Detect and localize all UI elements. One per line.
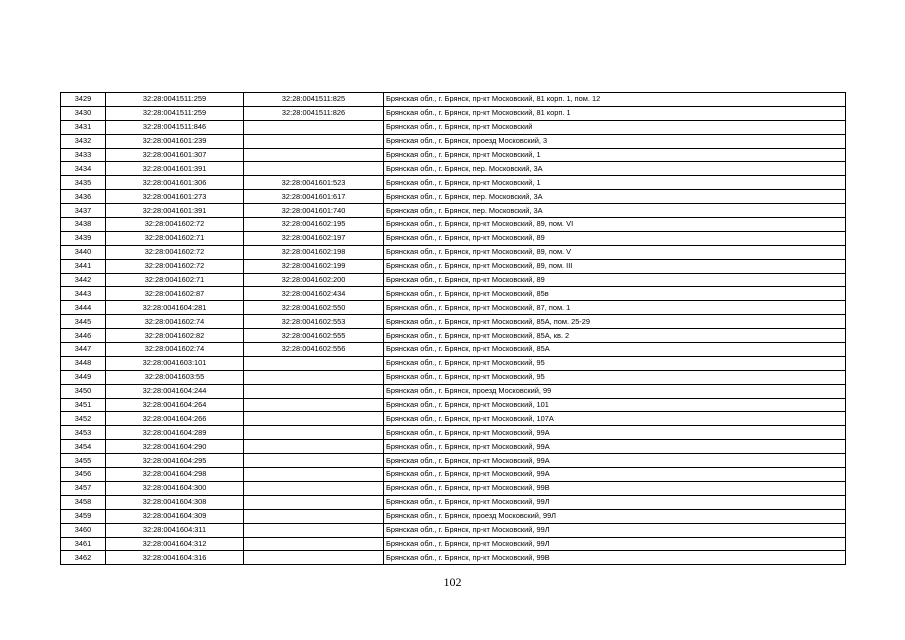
object-cadastral-number-cell: 32:28:0041602:198 xyxy=(244,245,384,259)
row-number-cell: 3451 xyxy=(61,398,106,412)
object-cadastral-number-cell xyxy=(244,370,384,384)
row-number-cell: 3438 xyxy=(61,218,106,232)
cadastral-number-cell: 32:28:0041604:289 xyxy=(106,426,244,440)
address-cell: Брянская обл., г. Брянск, пр-кт Московский, 89, пом. VI xyxy=(384,218,846,232)
row-number-cell: 3447 xyxy=(61,343,106,357)
table-row xyxy=(61,231,846,245)
object-cadastral-number-cell xyxy=(244,495,384,509)
row-number-cell: 3437 xyxy=(61,204,106,218)
cadastral-number-cell: 32:28:0041604:298 xyxy=(106,468,244,482)
table-row xyxy=(61,190,846,204)
row-number-cell: 3431 xyxy=(61,120,106,134)
table-row xyxy=(61,370,846,384)
page-number: 102 xyxy=(443,575,462,589)
row-number-cell: 3456 xyxy=(61,468,106,482)
table-row xyxy=(61,412,846,426)
table-row xyxy=(61,537,846,551)
cadastral-number-cell: 32:28:0041602:72 xyxy=(106,259,244,273)
object-cadastral-number-cell: 32:28:0041601:740 xyxy=(244,204,384,218)
row-number-cell: 3450 xyxy=(61,384,106,398)
registry-table-body xyxy=(61,93,846,565)
row-number-cell: 3445 xyxy=(61,315,106,329)
address-cell: Брянская обл., г. Брянск, пр-кт Московский, 85А, пом. 25-29 xyxy=(384,315,846,329)
row-number-cell: 3443 xyxy=(61,287,106,301)
row-number-cell: 3453 xyxy=(61,426,106,440)
object-cadastral-number-cell xyxy=(244,398,384,412)
cadastral-number-cell: 32:28:0041602:71 xyxy=(106,273,244,287)
row-number-cell: 3461 xyxy=(61,537,106,551)
object-cadastral-number-cell xyxy=(244,551,384,565)
row-number-cell: 3448 xyxy=(61,356,106,370)
object-cadastral-number-cell xyxy=(244,120,384,134)
table-row xyxy=(61,509,846,523)
address-cell: Брянская обл., г. Брянск, пр-кт Московский, 85А xyxy=(384,343,846,357)
cadastral-number-cell: 32:28:0041601:306 xyxy=(106,176,244,190)
table-row xyxy=(61,468,846,482)
object-cadastral-number-cell xyxy=(244,148,384,162)
object-cadastral-number-cell xyxy=(244,412,384,426)
registry-table xyxy=(60,92,846,565)
object-cadastral-number-cell: 32:28:0041601:617 xyxy=(244,190,384,204)
object-cadastral-number-cell: 32:28:0041601:523 xyxy=(244,176,384,190)
row-number-cell: 3432 xyxy=(61,134,106,148)
table-row xyxy=(61,384,846,398)
object-cadastral-number-cell: 32:28:0041602:199 xyxy=(244,259,384,273)
table-row xyxy=(61,440,846,454)
row-number-cell: 3452 xyxy=(61,412,106,426)
cadastral-number-cell: 32:28:0041601:391 xyxy=(106,162,244,176)
object-cadastral-number-cell: 32:28:0041602:555 xyxy=(244,329,384,343)
table-row xyxy=(61,162,846,176)
table-row xyxy=(61,134,846,148)
address-cell: Брянская обл., г. Брянск, пр-кт Московский, 99А xyxy=(384,454,846,468)
cadastral-number-cell: 32:28:0041602:82 xyxy=(106,329,244,343)
object-cadastral-number-cell xyxy=(244,481,384,495)
row-number-cell: 3435 xyxy=(61,176,106,190)
row-number-cell: 3455 xyxy=(61,454,106,468)
address-cell: Брянская обл., г. Брянск, проезд Московский, 99 xyxy=(384,384,846,398)
cadastral-number-cell: 32:28:0041604:316 xyxy=(106,551,244,565)
table-row xyxy=(61,315,846,329)
table-row xyxy=(61,176,846,190)
address-cell: Брянская обл., г. Брянск, пр-кт Московский, 99А xyxy=(384,426,846,440)
cadastral-number-cell: 32:28:0041604:266 xyxy=(106,412,244,426)
cadastral-number-cell: 32:28:0041602:72 xyxy=(106,218,244,232)
row-number-cell: 3460 xyxy=(61,523,106,537)
table-row xyxy=(61,273,846,287)
address-cell: Брянская обл., г. Брянск, пр-кт Московский xyxy=(384,120,846,134)
table-row xyxy=(61,551,846,565)
address-cell: Брянская обл., г. Брянск, пр-кт Московский, 81 корп. 1 xyxy=(384,106,846,120)
table-row xyxy=(61,93,846,107)
document-page xyxy=(60,92,845,565)
table-row xyxy=(61,495,846,509)
address-cell: Брянская обл., г. Брянск, пр-кт Московский, 99Л xyxy=(384,523,846,537)
cadastral-number-cell: 32:28:0041602:87 xyxy=(106,287,244,301)
address-cell: Брянская обл., г. Брянск, проезд Московский, 3 xyxy=(384,134,846,148)
object-cadastral-number-cell: 32:28:0041511:826 xyxy=(244,106,384,120)
table-row xyxy=(61,398,846,412)
address-cell: Брянская обл., г. Брянск, пер. Московский, 3А xyxy=(384,204,846,218)
address-cell: Брянская обл., г. Брянск, пр-кт Московский, 99В xyxy=(384,551,846,565)
cadastral-number-cell: 32:28:0041511:846 xyxy=(106,120,244,134)
row-number-cell: 3444 xyxy=(61,301,106,315)
address-cell: Брянская обл., г. Брянск, пр-кт Московский, 1 xyxy=(384,176,846,190)
row-number-cell: 3457 xyxy=(61,481,106,495)
table-row xyxy=(61,259,846,273)
cadastral-number-cell: 32:28:0041604:295 xyxy=(106,454,244,468)
object-cadastral-number-cell: 32:28:0041602:556 xyxy=(244,343,384,357)
row-number-cell: 3430 xyxy=(61,106,106,120)
row-number-cell: 3434 xyxy=(61,162,106,176)
row-number-cell: 3458 xyxy=(61,495,106,509)
cadastral-number-cell: 32:28:0041604:281 xyxy=(106,301,244,315)
table-row xyxy=(61,120,846,134)
object-cadastral-number-cell xyxy=(244,440,384,454)
object-cadastral-number-cell: 32:28:0041602:550 xyxy=(244,301,384,315)
address-cell: Брянская обл., г. Брянск, пр-кт Московский, 99Л xyxy=(384,537,846,551)
cadastral-number-cell: 32:28:0041604:309 xyxy=(106,509,244,523)
cadastral-number-cell: 32:28:0041604:311 xyxy=(106,523,244,537)
address-cell: Брянская обл., г. Брянск, пр-кт Московский, 85А, кв. 2 xyxy=(384,329,846,343)
table-row xyxy=(61,343,846,357)
cadastral-number-cell: 32:28:0041604:244 xyxy=(106,384,244,398)
row-number-cell: 3454 xyxy=(61,440,106,454)
address-cell: Брянская обл., г. Брянск, пр-кт Московский, 101 xyxy=(384,398,846,412)
cadastral-number-cell: 32:28:0041601:239 xyxy=(106,134,244,148)
row-number-cell: 3439 xyxy=(61,231,106,245)
cadastral-number-cell: 32:28:0041601:307 xyxy=(106,148,244,162)
object-cadastral-number-cell: 32:28:0041511:825 xyxy=(244,93,384,107)
cadastral-number-cell: 32:28:0041604:312 xyxy=(106,537,244,551)
address-cell: Брянская обл., г. Брянск, пр-кт Московский, 89, пом. V xyxy=(384,245,846,259)
cadastral-number-cell: 32:28:0041602:74 xyxy=(106,315,244,329)
address-cell: Брянская обл., г. Брянск, пр-кт Московский, 99В xyxy=(384,481,846,495)
cadastral-number-cell: 32:28:0041601:273 xyxy=(106,190,244,204)
table-row xyxy=(61,329,846,343)
object-cadastral-number-cell: 32:28:0041602:434 xyxy=(244,287,384,301)
cadastral-number-cell: 32:28:0041602:74 xyxy=(106,343,244,357)
object-cadastral-number-cell: 32:28:0041602:195 xyxy=(244,218,384,232)
object-cadastral-number-cell xyxy=(244,523,384,537)
cadastral-number-cell: 32:28:0041604:308 xyxy=(106,495,244,509)
address-cell: Брянская обл., г. Брянск, пр-кт Московский, 85в xyxy=(384,287,846,301)
address-cell: Брянская обл., г. Брянск, пр-кт Московский, 95 xyxy=(384,356,846,370)
object-cadastral-number-cell xyxy=(244,134,384,148)
address-cell: Брянская обл., г. Брянск, пр-кт Московский, 95 xyxy=(384,370,846,384)
address-cell: Брянская обл., г. Брянск, пр-кт Московский, 1 xyxy=(384,148,846,162)
table-row xyxy=(61,287,846,301)
row-number-cell: 3446 xyxy=(61,329,106,343)
object-cadastral-number-cell xyxy=(244,537,384,551)
row-number-cell: 3442 xyxy=(61,273,106,287)
row-number-cell: 3440 xyxy=(61,245,106,259)
row-number-cell: 3462 xyxy=(61,551,106,565)
table-row xyxy=(61,245,846,259)
address-cell: Брянская обл., г. Брянск, пр-кт Московский, 99Л xyxy=(384,495,846,509)
cadastral-number-cell: 32:28:0041602:71 xyxy=(106,231,244,245)
object-cadastral-number-cell xyxy=(244,384,384,398)
object-cadastral-number-cell: 32:28:0041602:200 xyxy=(244,273,384,287)
address-cell: Брянская обл., г. Брянск, пер. Московский, 3А xyxy=(384,162,846,176)
cadastral-number-cell: 32:28:0041604:264 xyxy=(106,398,244,412)
table-row xyxy=(61,481,846,495)
cadastral-number-cell: 32:28:0041603:55 xyxy=(106,370,244,384)
row-number-cell: 3449 xyxy=(61,370,106,384)
address-cell: Брянская обл., г. Брянск, пр-кт Московский, 87, пом. 1 xyxy=(384,301,846,315)
cadastral-number-cell: 32:28:0041511:259 xyxy=(106,93,244,107)
object-cadastral-number-cell xyxy=(244,468,384,482)
cadastral-number-cell: 32:28:0041604:300 xyxy=(106,481,244,495)
row-number-cell: 3459 xyxy=(61,509,106,523)
table-row xyxy=(61,356,846,370)
cadastral-number-cell: 32:28:0041511:259 xyxy=(106,106,244,120)
row-number-cell: 3429 xyxy=(61,93,106,107)
table-row xyxy=(61,454,846,468)
address-cell: Брянская обл., г. Брянск, проезд Московский, 99Л xyxy=(384,509,846,523)
object-cadastral-number-cell: 32:28:0041602:197 xyxy=(244,231,384,245)
table-row xyxy=(61,204,846,218)
cadastral-number-cell: 32:28:0041603:101 xyxy=(106,356,244,370)
address-cell: Брянская обл., г. Брянск, пр-кт Московский, 89 xyxy=(384,231,846,245)
address-cell: Брянская обл., г. Брянск, пр-кт Московский, 107А xyxy=(384,412,846,426)
object-cadastral-number-cell xyxy=(244,426,384,440)
row-number-cell: 3436 xyxy=(61,190,106,204)
address-cell: Брянская обл., г. Брянск, пр-кт Московский, 99А xyxy=(384,468,846,482)
address-cell: Брянская обл., г. Брянск, пр-кт Московский, 89 xyxy=(384,273,846,287)
address-cell: Брянская обл., г. Брянск, пр-кт Московский, 89, пом. III xyxy=(384,259,846,273)
address-cell: Брянская обл., г. Брянск, пер. Московский, 3А xyxy=(384,190,846,204)
cadastral-number-cell: 32:28:0041602:72 xyxy=(106,245,244,259)
object-cadastral-number-cell: 32:28:0041602:553 xyxy=(244,315,384,329)
object-cadastral-number-cell xyxy=(244,509,384,523)
address-cell: Брянская обл., г. Брянск, пр-кт Московский, 81 корп. 1, пом. 12 xyxy=(384,93,846,107)
cadastral-number-cell: 32:28:0041601:391 xyxy=(106,204,244,218)
object-cadastral-number-cell xyxy=(244,356,384,370)
table-row xyxy=(61,523,846,537)
table-row xyxy=(61,106,846,120)
table-row xyxy=(61,148,846,162)
object-cadastral-number-cell xyxy=(244,162,384,176)
table-row xyxy=(61,218,846,232)
table-row xyxy=(61,426,846,440)
object-cadastral-number-cell xyxy=(244,454,384,468)
row-number-cell: 3441 xyxy=(61,259,106,273)
table-row xyxy=(61,301,846,315)
cadastral-number-cell: 32:28:0041604:290 xyxy=(106,440,244,454)
row-number-cell: 3433 xyxy=(61,148,106,162)
address-cell: Брянская обл., г. Брянск, пр-кт Московский, 99А xyxy=(384,440,846,454)
